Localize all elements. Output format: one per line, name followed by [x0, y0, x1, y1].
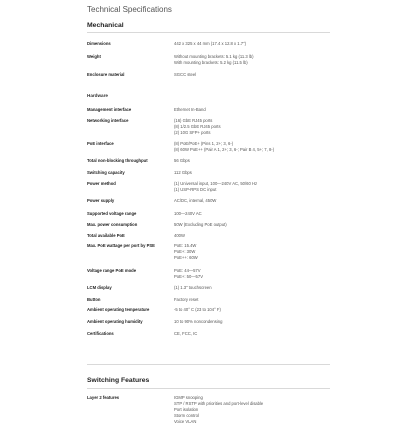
spec-value [174, 211, 334, 217]
spec-value-line: (8) 1/2.5 GbE RJ45 ports [174, 124, 221, 129]
spec-value-line: (1) Universal input, 100—240V AC, 50/60 Hz [174, 181, 258, 186]
spec-value [174, 198, 334, 204]
spec-value-line: Without mounting brackets: 5.1 kg (11.3 lb) [174, 54, 254, 59]
spec-label: Certifications [87, 331, 114, 336]
spec-value-line: PoE+: 30W [174, 249, 196, 254]
spec-value-line: (8) PoE/PoE+ (Pins 1, 2+; 3, 6-) [174, 141, 234, 146]
spec-value [174, 319, 334, 325]
spec-value [174, 222, 334, 228]
spec-value-line: Voice VLAN [174, 419, 197, 424]
spec-value [174, 233, 334, 239]
spec-label: Total available PoE [87, 233, 125, 238]
spec-value [174, 72, 334, 78]
spec-label: Power method [87, 181, 116, 186]
spec-value [174, 170, 334, 176]
spec-label: Power supply [87, 198, 115, 203]
spec-value-line: Ethernet In-Band [174, 107, 206, 112]
spec-value [174, 141, 334, 153]
spec-label: Networking interface [87, 118, 129, 123]
document-title: Technical Specifications [87, 5, 172, 14]
spec-value-line: (2) 10G SFP+ ports [174, 130, 211, 135]
spec-value-line: -5 to 40° C (23 to 104° F) [174, 307, 221, 312]
spec-label: Total non-blocking throughput [87, 158, 148, 163]
section-divider [87, 364, 330, 365]
spec-label: Max. power consumption [87, 222, 138, 227]
spec-value-line: With mounting brackets: 5.2 kg (11.5 lb) [174, 60, 248, 65]
spec-value-line: Factory reset [174, 297, 199, 302]
spec-label: Dimensions [87, 41, 111, 46]
spec-value-line: 400W [174, 233, 185, 238]
section-heading-switching: Switching Features [87, 377, 150, 384]
spec-value-line: PoE+: 50—57V [174, 274, 203, 279]
spec-value-line: IGMP snooping [174, 395, 203, 400]
spec-value [174, 118, 334, 136]
spec-label: Voltage range PoE mode [87, 268, 137, 273]
spec-value [174, 54, 334, 66]
spec-value-line: (1) USP-RPS DC input [174, 187, 217, 192]
spec-value-line: (8) 60W PoE++ (Pair A 1, 2+; 3, 6-; Pair B 4, 5+; 7, 8-) [174, 147, 275, 152]
spec-value-line: 112 Gbps [174, 170, 192, 175]
spec-value [174, 297, 334, 303]
spec-value-line: PoE: 15.4W [174, 243, 197, 248]
spec-value [174, 307, 334, 313]
spec-value-line: 10 to 90% noncondensing [174, 319, 223, 324]
spec-value-line: SGCC steel [174, 72, 197, 77]
spec-value-line: 56 Gbps [174, 158, 190, 163]
spec-value-line: 442 x 325 x 44 mm (17.4 x 12.8 x 1.7") [174, 41, 247, 46]
spec-value-line: PoE++: 60W [174, 255, 198, 260]
spec-value-line: STP / RSTP with priorities and port-level disable [174, 401, 264, 406]
spec-value-line: Storm control [174, 413, 199, 418]
spec-label: Enclosure material [87, 72, 125, 77]
section-divider [87, 32, 330, 33]
spec-value [174, 243, 334, 261]
spec-value-line: 50W (Excluding PoE output) [174, 222, 227, 227]
spec-label: Management interface [87, 107, 132, 112]
spec-value [174, 285, 334, 291]
spec-value-line: AC/DC, internal, 450W [174, 198, 217, 203]
spec-label: Switching capacity [87, 170, 125, 175]
spec-label: Supported voltage range [87, 211, 137, 216]
spec-value [174, 331, 334, 337]
spec-value [174, 107, 334, 113]
spec-value [174, 41, 334, 47]
spec-value-line: PoE: 44—57V [174, 268, 201, 273]
spec-value [174, 395, 334, 425]
spec-value-line: Port isolation [174, 407, 199, 412]
spec-value [174, 181, 334, 193]
spec-value [174, 268, 334, 280]
spec-value-line: (1) 1.3" touchscreen [174, 285, 212, 290]
spec-label: LCM display [87, 285, 112, 290]
spec-label: Max. PoE wattage per port by PSE [87, 243, 155, 248]
spec-label: Ambient operating temperature [87, 307, 150, 312]
spec-label: PoE interface [87, 141, 114, 146]
spec-label: Ambient operating humidity [87, 319, 143, 324]
section-divider [87, 388, 330, 389]
spec-value [174, 158, 334, 164]
spec-value-line: CE, FCC, IC [174, 331, 198, 336]
spec-value-line: 100—240V AC [174, 211, 202, 216]
spec-value-line: (16) GbE RJ45 ports [174, 118, 213, 123]
spec-label: Button [87, 297, 101, 302]
spec-label: Layer 2 features [87, 395, 120, 400]
section-heading-mechanical: Mechanical [87, 22, 124, 29]
section-heading-hardware: Hardware [87, 93, 108, 98]
spec-label: Weight [87, 54, 101, 59]
